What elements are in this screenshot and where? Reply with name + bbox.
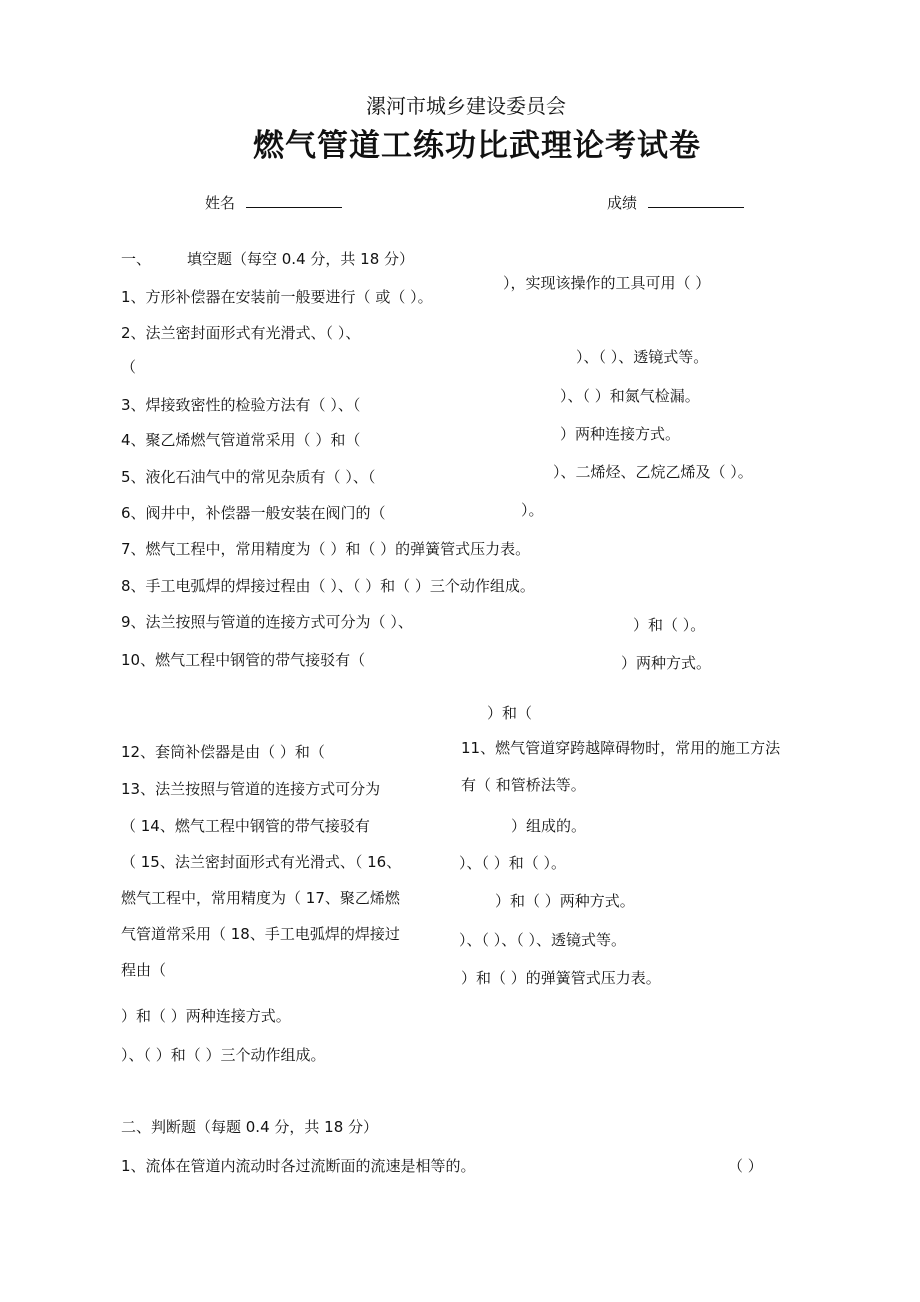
fill-line: ）和（ ）两种连接方式。 [121,1007,291,1025]
fill-line: ）和（ [487,704,533,722]
fill-line: ）、（ ）、（ ）、透镜式等。 [459,931,627,949]
answer-parentheses: （ ） [728,1157,763,1175]
fill-line: 3、焊接致密性的检验方法有（ ）、（ [121,396,361,414]
fill-line: ）、（ ）和氮气检漏。 [560,387,700,405]
section1-heading: 填空题（每空 0.4 分，共 18 分） [187,250,415,268]
fill-line: 12、套筒补偿器是由（ ）和（ [121,743,325,761]
fill-line: （ 15、法兰密封面形式有光滑式、（ 16、 [121,853,402,871]
score-label: 成绩 [607,194,638,212]
fill-line: ）、（ ）和（ ）三个动作组成。 [121,1046,326,1064]
fill-line: 气管道常采用（ 18、手工电弧焊的焊接过 [121,925,400,943]
fill-line: ）、（ ）、透镜式等。 [576,348,709,366]
name-label: 姓名 [205,194,236,212]
fill-line: （ 14、燃气工程中钢管的带气接驳有 [121,817,370,835]
fill-line: ）两种方式。 [621,654,712,672]
fill-line: 程由（ [121,961,167,979]
fill-line: ），实现该操作的工具可用（ ） [503,274,711,292]
name-field [205,193,342,213]
fill-line: ）、二烯烃、乙烷乙烯及（ ）。 [553,463,753,481]
fill-line: 1、方形补偿器在安装前一般要进行（ 或（ ）。 [121,288,433,306]
fill-line: 4、聚乙烯燃气管道常采用（ ）和（ [121,431,361,449]
fill-line: （ [121,358,137,376]
name-blank [246,193,342,208]
fill-line: ）、（ ）和（ ）。 [459,854,567,872]
fill-line: 13、法兰按照与管道的连接方式可分为 [121,780,381,798]
fill-line: 9、法兰按照与管道的连接方式可分为（ ）、 [121,613,413,631]
exam-title: 燃气管道工练功比武理论考试卷 [253,128,701,164]
fill-line: ）两种连接方式。 [560,425,681,443]
score-field [607,193,744,213]
fill-line: 6、阀井中，补偿器一般安装在阀门的（ [121,504,386,522]
fill-line: 7、燃气工程中，常用精度为（ ）和（ ）的弹簧管式压力表。 [121,540,531,558]
fill-line: 有（ 和管桥法等。 [461,776,586,794]
fill-line: 8、手工电弧焊的焊接过程由（ ）、（ ）和（ ）三个动作组成。 [121,577,535,595]
fill-line: ）和（ ）。 [633,616,706,634]
section1-number: 一、 [121,250,152,268]
organization-name: 漯河市城乡建设委员会 [366,94,566,118]
fill-line: 10、燃气工程中钢管的带气接驳有（ [121,651,366,669]
fill-line: ）。 [521,501,544,519]
fill-line: 5、液化石油气中的常见杂质有（ ）、（ [121,468,376,486]
fill-line: ）和（ ）两种方式。 [495,892,635,910]
fill-line: 11、燃气管道穿跨越障碍物时，常用的施工方法 [461,739,781,757]
judgement-question: 1、流体在管道内流动时各过流断面的流速是相等的。 [121,1157,476,1175]
fill-line: ）组成的。 [511,817,587,835]
fill-line: ）和（ ）的弹簧管式压力表。 [461,969,661,987]
fill-line: 2、法兰密封面形式有光滑式、（ ）、 [121,324,361,342]
score-blank [648,193,744,208]
fill-line: 燃气工程中，常用精度为（ 17、聚乙烯燃 [121,889,400,907]
section2-heading: 二、判断题（每题 0.4 分，共 18 分） [121,1118,379,1136]
